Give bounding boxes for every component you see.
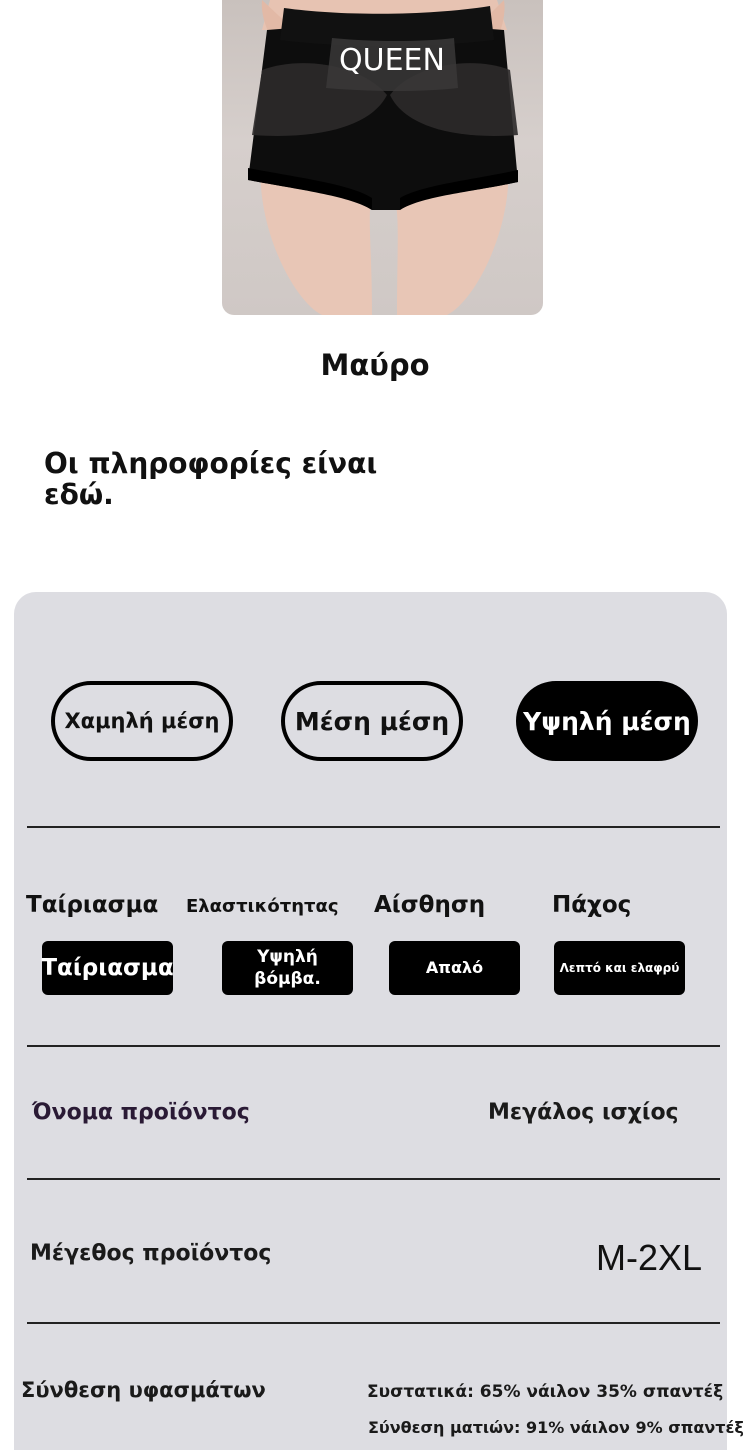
fabric-label: Σύνθεση υφασμάτων [21, 1378, 266, 1402]
attr-tag-thickness: Λεπτό και ελαφρύ [554, 941, 685, 995]
fabric-line-1: Συστατικά: 65% νάιλον 35% σπαντέξ [367, 1382, 724, 1402]
product-size-label: Μέγεθος προϊόντος [30, 1241, 272, 1266]
divider [27, 1322, 720, 1324]
attr-title-fit: Ταίριασμα [26, 892, 159, 918]
product-size-value: M-2XL [596, 1237, 703, 1278]
fabric-line-2: Σύνθεση ματιών: 91% νάιλον 9% σπαντέξ [368, 1418, 744, 1437]
product-name-value: Μεγάλος ισχίος [488, 1100, 679, 1125]
rise-option-low[interactable]: Χαμηλή μέση [51, 681, 233, 761]
attr-tag-fit: Ταίριασμα [42, 941, 173, 995]
divider [27, 1178, 720, 1180]
product-image [222, 0, 543, 315]
product-illustration [222, 0, 543, 315]
color-label: Μαύρο [320, 348, 430, 382]
attr-title-feel: Αίσθηση [374, 892, 486, 918]
attr-title-thickness: Πάχος [552, 892, 632, 918]
attr-tag-elasticity: Υψηλή βόμβα. [222, 941, 353, 995]
rise-option-mid[interactable]: Μέση μέση [281, 681, 463, 761]
divider [27, 826, 720, 828]
rise-option-high[interactable]: Υψηλή μέση [516, 681, 698, 761]
info-heading: Οι πληροφορίες είναι εδώ. [44, 447, 378, 511]
attr-tag-feel: Απαλό [389, 941, 520, 995]
product-name-label: Όνομα προϊόντος [32, 1100, 250, 1125]
brand-text: QUEEN [339, 43, 445, 78]
attr-title-elasticity: Ελαστικότητας [186, 896, 339, 917]
divider [27, 1045, 720, 1047]
